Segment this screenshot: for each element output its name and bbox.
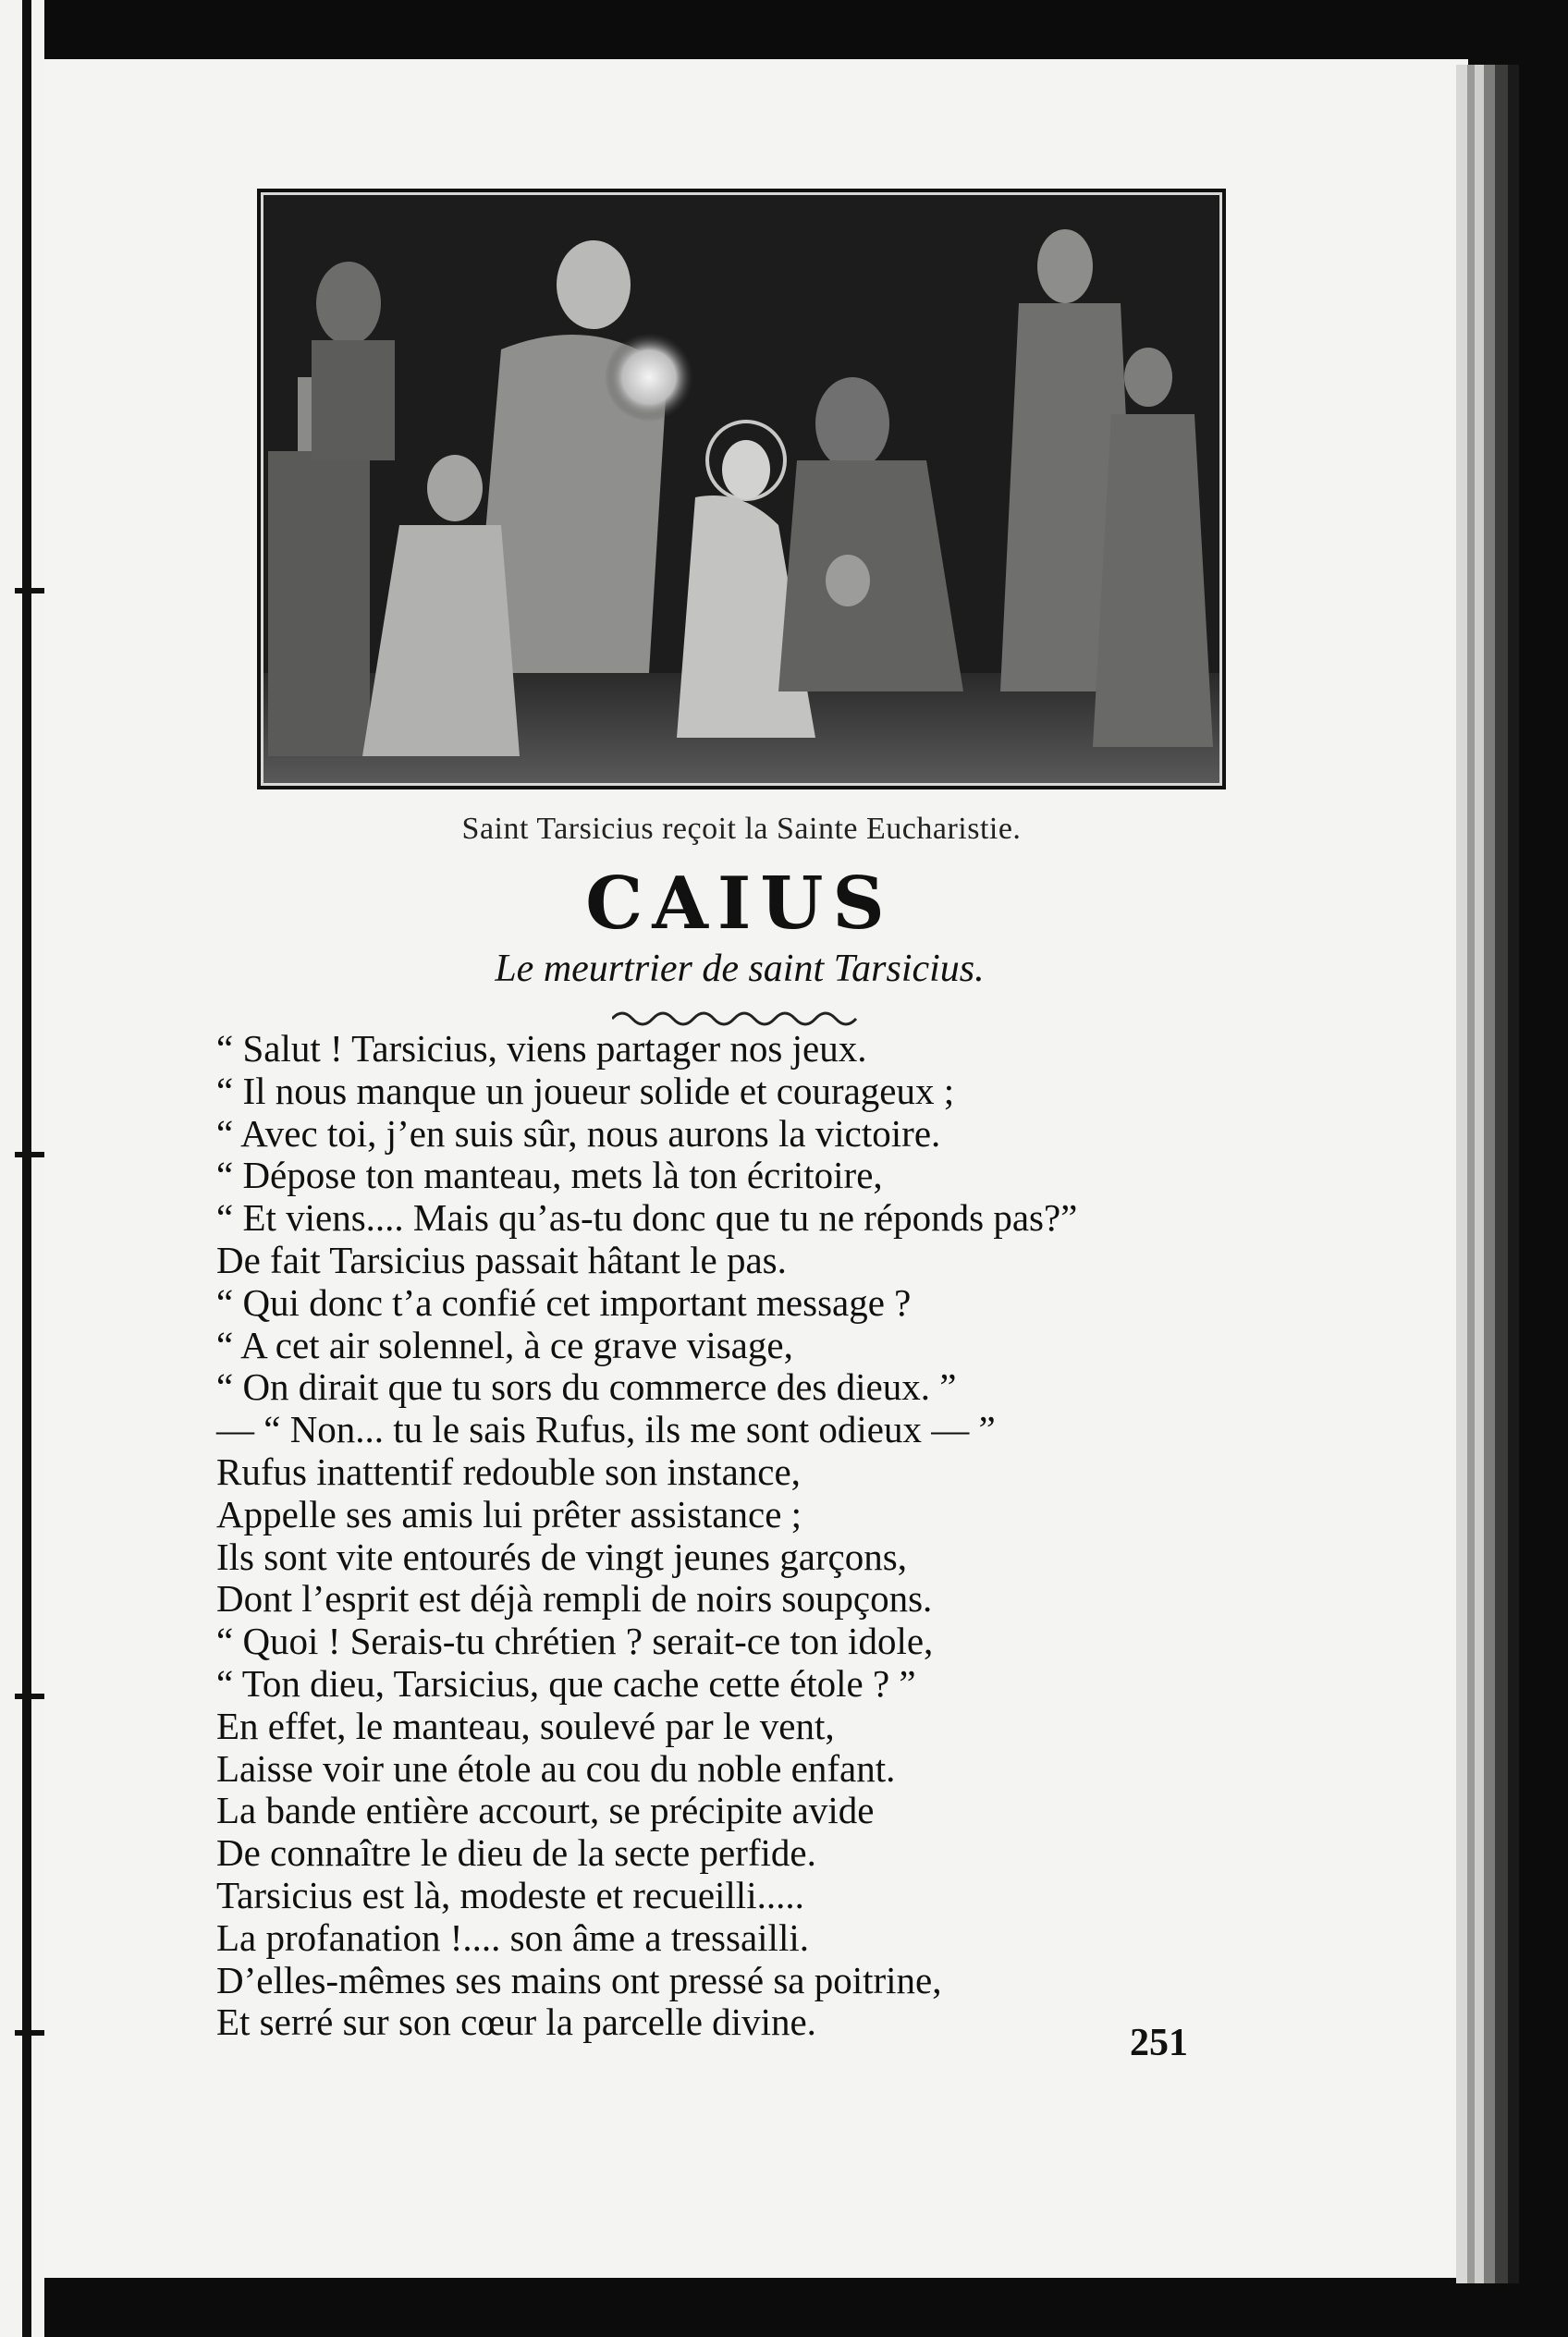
poem-line: Rufus inattentif redouble son instance, <box>216 1450 801 1493</box>
poem-line: D’elles-mêmes ses mains ont pressé sa poitrine, <box>216 1958 942 2001</box>
poem-line: “ Salut ! Tarsicius, viens partager nos jeux. <box>216 1027 867 1070</box>
poem-line: En effet, le manteau, soulevé par le vent, <box>216 1704 835 1747</box>
book-left-edge <box>0 0 44 2337</box>
binding-mark <box>15 1694 46 1699</box>
book-spine-edge <box>1456 65 1519 2283</box>
poem-line: “ On dirait que tu sors du commerce des dieux. ” <box>216 1365 957 1409</box>
poem-line: Laisse voir une étole au cou du noble enfant. <box>216 1746 896 1790</box>
engraving-illustration <box>257 189 1226 789</box>
poem-line: De connaître le dieu de la secte perfide. <box>216 1831 816 1875</box>
binding-mark <box>15 2030 46 2036</box>
poem-line: Tarsicius est là, modeste et recueilli..... <box>216 1873 804 1916</box>
binding-mark <box>15 1152 46 1157</box>
poem-line: Dont l’esprit est déjà rempli de noirs soupçons. <box>216 1577 933 1621</box>
page-number: 251 <box>1130 2022 1188 2064</box>
poem-line: “ Ton dieu, Tarsicius, que cache cette étole ? ” <box>216 1661 916 1705</box>
poem-line: “ A cet air solennel, à ce grave visage, <box>216 1323 793 1366</box>
poem-line: De fait Tarsicius passait hâtant le pas. <box>216 1238 787 1281</box>
poem-line: Et serré sur son cœur la parcelle divine. <box>216 2001 816 2044</box>
poem-line: Appelle ses amis lui prêter assistance ; <box>216 1492 802 1536</box>
poem-subtitle: Le meurtrier de saint Tarsicius. <box>495 948 985 990</box>
poem-line: “ Avec toi, j’en suis sûr, nous aurons la victoire. <box>216 1111 941 1155</box>
poem-line: “ Et viens.... Mais qu’as-tu donc que tu ne réponds pas?” <box>216 1196 1078 1240</box>
illustration-image <box>261 192 1222 786</box>
poem-title: CAIUS <box>585 862 894 946</box>
poem-line: “ Il nous manque un joueur solide et courageux ; <box>216 1069 955 1112</box>
poem-line: “ Qui donc t’a confié cet important message ? <box>216 1280 912 1324</box>
poem-line: “ Quoi ! Serais-tu chrétien ? serait-ce ton idole, <box>216 1620 934 1663</box>
poem-line: — “ Non... tu le sais Rufus, ils me sont odieux — ” <box>216 1408 996 1451</box>
poem-text <box>216 1028 1280 2044</box>
poem-line: Ils sont vite entourés de vingt jeunes garçons, <box>216 1535 907 1578</box>
poem-line: La profanation !.... son âme a tressailli. <box>216 1915 809 1959</box>
poem-line: La bande entière accourt, se précipite avide <box>216 1789 875 1832</box>
binding-mark <box>15 588 46 593</box>
illustration-caption: Saint Tarsicius reçoit la Sainte Eucharistie. <box>461 812 1022 846</box>
poem-line: “ Dépose ton manteau, mets là ton écritoire, <box>216 1154 883 1197</box>
